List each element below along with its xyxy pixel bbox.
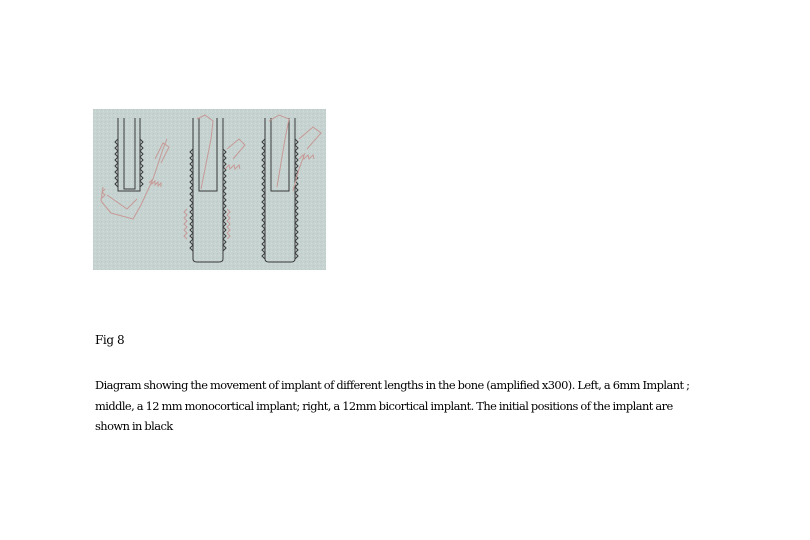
implant-diagram-image (93, 109, 326, 270)
figure-label: Fig 8 (95, 333, 125, 347)
figure-caption: Diagram showing the movement of implant of different lengths in the bone (amplified x300). Left, a 6mm Implant ; middle, a 12 mm monocortical implant; right, a 12mm bicortical implant. The initial positions of the implant are shown in black (95, 378, 690, 433)
